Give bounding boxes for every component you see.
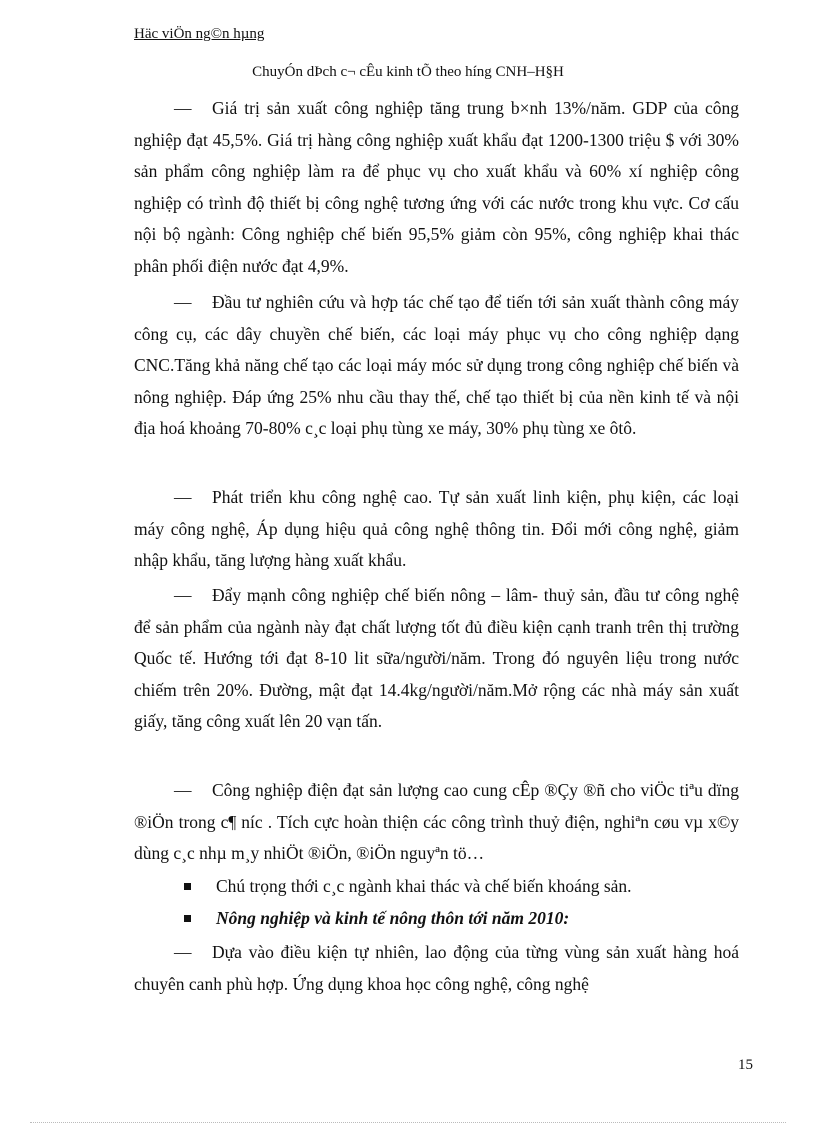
paragraph-text: Phát triển khu công nghệ cao. Tự sản xuất linh kiện, phụ kiện, các loại máy công nghệ, Áp dụng hiệu quả công nghệ thông tin. Đổi mới công nghệ, giảm nhập khẩu, tăng lượng hàng xuất khẩu. bbox=[134, 487, 739, 570]
dash-mark: — bbox=[174, 942, 192, 962]
paragraph-5 bbox=[134, 775, 739, 870]
page-number: 15 bbox=[738, 1057, 753, 1073]
dash-mark: — bbox=[174, 585, 192, 605]
paragraph-3 bbox=[134, 482, 739, 577]
paragraph-4 bbox=[134, 580, 739, 738]
paragraph-text: Đẩy mạnh công nghiệp chế biến nông – lâm- thuỷ sản, đầu tư công nghệ để sản phẩm của ngành này đạt chất lượng tốt đủ điều kiện cạnh tranh trên thị trường Quốc tế. Hướng tới đạt 8-10 lit sữa/người/năm. Trong đó nguyên liệu trong nước chiếm trên 20%. Đường, mật đạt 14.4kg/người/năm.Mở rộng các nhà máy sản xuất giấy, tăng công xuất lên 20 vạn tấn. bbox=[134, 585, 739, 731]
paragraph-2 bbox=[134, 287, 739, 445]
paragraph-text: Giá trị sản xuất công nghiệp tăng trung b×nh 13%/năm. GDP của công nghiệp đạt 45,5%. Giá trị hàng công nghiệp xuất khẩu đạt 1200-1300 triệu $ với 30% sản phẩm công nghiệp làm ra để phục vụ cho xuất khẩu và 60% xí nghiệp công nghiệp có trình độ thiết bị công nghệ tương ứng với các nước trong khu vực. Cơ cấu nội bộ ngành: Công nghiệp chế biến 95,5% giảm còn 95%, công nghiệp khai thác phân phối điện nước đạt 4,9%. bbox=[134, 98, 739, 276]
header-topic: ChuyÓn dÞch c¬ cÊu kinh tÕ theo híng CNH–H§H bbox=[252, 64, 564, 80]
section-heading: Nông nghiệp và kinh tế nông thôn tới năm 2010: bbox=[216, 908, 570, 928]
header-school: Häc viÖn ng©n hµng bbox=[134, 26, 265, 42]
paragraph-text: Đầu tư nghiên cứu và hợp tác chế tạo để tiến tới sản xuất thành công máy công cụ, các dây chuyền chế biến, các loại máy phục vụ cho công nghiệp dạng CNC.Tăng khả năng chế tạo các loại máy móc sử dụng trong công nghiệp chế biến và nông nghiệp. Đáp ứng 25% nhu cầu thay thế, chế tạo thiết bị của nền kinh tế và nội địa hoá khoảng 70-80% c¸c loại phụ tùng xe máy, 30% phụ tùng xe ôtô. bbox=[134, 292, 739, 438]
square-bullet-icon bbox=[184, 915, 191, 922]
paragraph-6 bbox=[134, 937, 739, 1000]
paragraph-1 bbox=[134, 93, 739, 282]
dash-mark: — bbox=[174, 292, 192, 312]
dash-mark: — bbox=[174, 98, 192, 118]
dash-mark: — bbox=[174, 487, 192, 507]
square-bullet-icon bbox=[184, 883, 191, 890]
bullet-text: Chú trọng thới c¸c ngành khai thác và chế biến khoáng sản. bbox=[216, 876, 632, 896]
paragraph-text: Dựa vào điều kiện tự nhiên, lao động của từng vùng sản xuất hàng hoá chuyên canh phù hợp. Ứng dụng khoa học công nghệ, công nghệ bbox=[134, 942, 739, 994]
dash-mark: — bbox=[174, 780, 192, 800]
paragraph-text: Công nghiệp điện đạt sản lượng cao cung cÊp ®Çy ®ñ cho viÖc tiªu dïng ®iÖn trong c¶ níc . Tích cực hoàn thiện các công trình thuỷ điện, nghiªn cøu vµ x©y dùng c¸c nhµ m¸y nhiÖt ®iÖn, ®iÖn nguyªn tö… bbox=[134, 780, 739, 863]
